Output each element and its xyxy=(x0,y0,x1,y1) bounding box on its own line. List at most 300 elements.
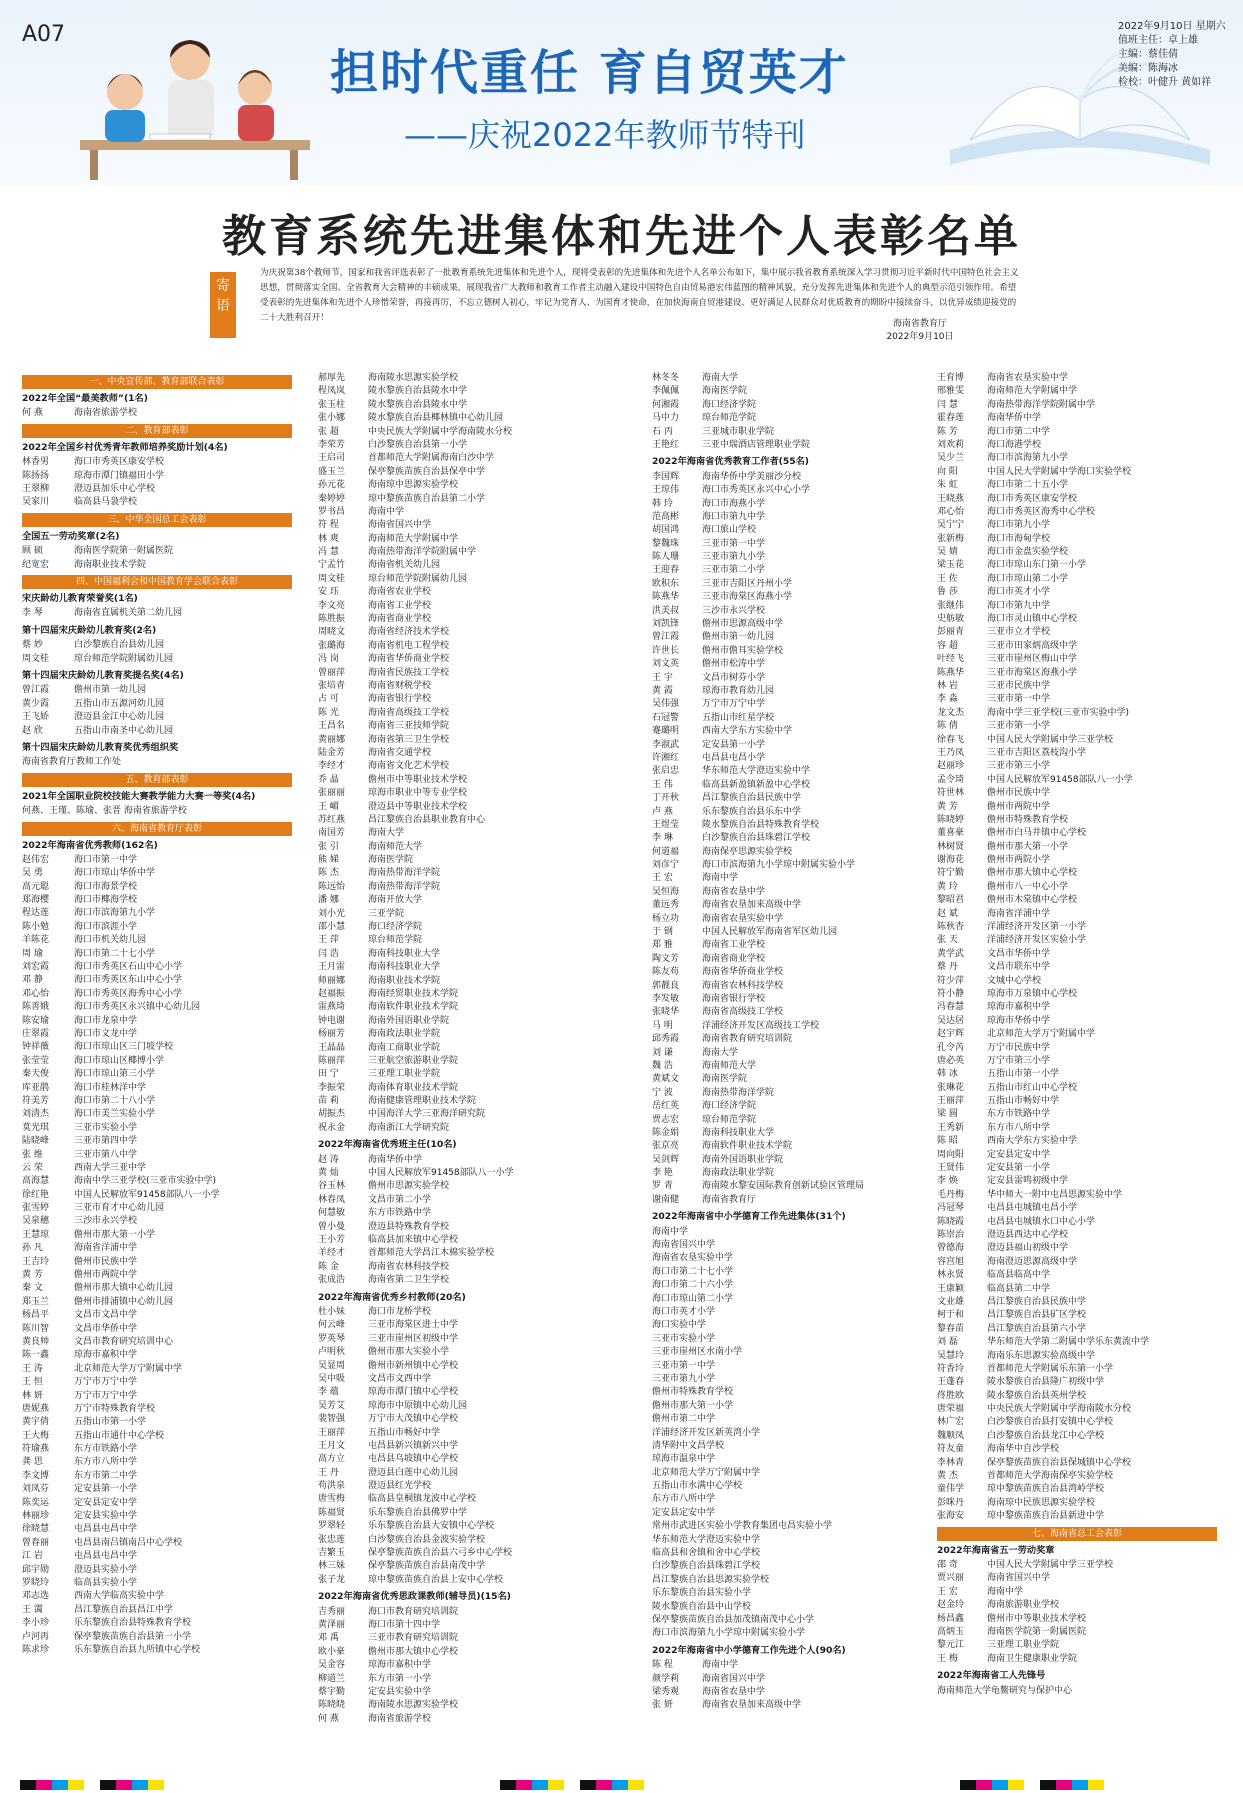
honoree-unit: 儋州市思源实验学校 xyxy=(368,1181,450,1192)
honoree-name: 张 维 xyxy=(22,1149,43,1160)
honoree-name: 鲁 莎 xyxy=(937,587,958,598)
honoree-name: 李小珍 xyxy=(22,1618,50,1629)
honoree-row xyxy=(318,1095,598,1108)
honoree-unit: 三亚市海棠区进士中学 xyxy=(368,1320,459,1331)
foreword-text: 为庆祝第38个教师节，国家和我省评选表彰了一批教育系统先进集体和先进个人，现将受表彰的先进集体和先进个人名单公布如下，集中展示我省教育系统深入学习贯彻习近平新时代中国特色社会主义思想，贯彻落实全国、全省教育大会精神的丰硕成果，展现我省广大教师和教育工作者主动融入建设中国特色自由贸易港宏伟蓝图的精神风貌，充分发挥先进集体和先进个人的典型示范引领作用。希望受表彰的先进集体和先进个人珍惜荣誉，再接再厉，不忘立德树人初心，牢记为党育人、为国育才使命，在加快海南自贸港建设、更好满足人民群众对优质教育的期盼中接续奋斗，以优异成绩迎接党的二十大胜利召开！ xyxy=(260,268,1019,323)
honoree-unit: 海南澄迈思源高级中学 xyxy=(987,1256,1078,1267)
honoree-unit: 海南省洋浦中学 xyxy=(987,908,1051,919)
honoree-name: 王丽萍 xyxy=(937,1096,965,1107)
honoree-name: 向 阳 xyxy=(937,466,958,477)
honoree-unit: 海南省华侨商业学校 xyxy=(702,967,784,978)
honoree-row xyxy=(652,538,932,551)
honoree-name: 吴泉穗 xyxy=(22,1216,50,1227)
honoree-unit: 海南省旅游学校 xyxy=(74,408,138,419)
honoree-row xyxy=(652,551,932,564)
honoree-row xyxy=(22,1229,292,1242)
honoree-name: 刘宏霞 xyxy=(22,962,50,973)
honoree-unit: 海南省农垦实验中学 xyxy=(702,913,784,924)
honoree-name: 彭丽青 xyxy=(937,627,965,638)
honoree-unit: 海南省经济技术学校 xyxy=(368,627,450,638)
honoree-unit: 海南浙江大学研究院 xyxy=(368,1122,450,1133)
honoree-unit: 海口市秀英区康安学校 xyxy=(987,493,1078,504)
honoree-unit: 三亚城市职业学院 xyxy=(702,426,775,437)
honoree-row xyxy=(22,1336,292,1349)
honoree-name: 罗 青 xyxy=(652,1181,673,1192)
honoree-unit: 海口市第二十八小学 xyxy=(74,1095,156,1106)
honoree-row xyxy=(318,1386,598,1399)
honoree-name: 张忠莲 xyxy=(318,1534,346,1545)
honoree-row xyxy=(318,546,598,559)
honoree-unit: 定安县实验中学 xyxy=(368,1686,432,1697)
honoree-row xyxy=(22,684,292,697)
honoree-row xyxy=(652,980,932,993)
honoree-row xyxy=(652,886,932,899)
honoree-unit: 东方市八所中学 xyxy=(987,1122,1051,1133)
honoree-name: 赵金玲 xyxy=(937,1600,965,1611)
honoree-row xyxy=(22,948,292,961)
honoree-unit: 三亚中瑞酒店管理职业学院 xyxy=(702,439,811,450)
color-swatch xyxy=(960,1780,976,1790)
honoree-name: 吴达居 xyxy=(937,1015,965,1026)
honoree-name: 赵 斌 xyxy=(937,908,958,919)
honoree-name: 陈秋杏 xyxy=(937,922,965,933)
honoree-row xyxy=(652,1180,932,1193)
honoree-name: 张 引 xyxy=(318,841,339,852)
honoree-name: 李佩佩 xyxy=(652,386,680,397)
honoree-row xyxy=(318,1028,598,1041)
honoree-name: 林冬冬 xyxy=(652,373,680,383)
honoree-unit: 海南医学院第一附属医院 xyxy=(74,546,174,557)
honoree-row xyxy=(318,493,598,506)
honoree-unit: 海南省教育厅 xyxy=(702,1194,757,1205)
honoree-name: 林 岩 xyxy=(937,680,958,691)
honoree-name: 曾江霞 xyxy=(22,685,50,696)
honoree-row xyxy=(652,859,932,872)
honoree-row xyxy=(652,1114,932,1127)
honoree-unit: 海口市海燕小学 xyxy=(702,498,766,509)
honoree-row xyxy=(318,626,598,639)
honoree-name: 宁 波 xyxy=(652,1087,673,1098)
honoree-row xyxy=(22,1550,292,1563)
honoree-name: 丁开秋 xyxy=(652,793,680,804)
list-item: 何燕、王瑾、陈瑜、张晋 海南省旅游学校 xyxy=(22,806,187,817)
honoree-row xyxy=(22,1510,292,1523)
honoree-row xyxy=(318,1507,598,1520)
honoree-name: 王启司 xyxy=(318,453,346,464)
honoree-name: 符少萍 xyxy=(937,975,965,986)
honoree-name: 陈远怡 xyxy=(318,881,346,892)
award-title: 2022年海南省优秀乡村教师(20名) xyxy=(318,1291,466,1303)
color-swatch xyxy=(36,1780,52,1790)
section-header: 四、中国福利会和中国教育学会联合表彰 xyxy=(22,575,292,589)
honoree-row xyxy=(937,573,1217,586)
honoree-row xyxy=(937,948,1217,961)
honoree-unit: 海南中学 xyxy=(368,506,405,517)
honoree-name: 梁 圆 xyxy=(937,1109,958,1120)
honoree-name: 陈善娥 xyxy=(22,1002,50,1013)
honoree-row xyxy=(937,760,1217,773)
honoree-name: 程凤岚 xyxy=(318,386,346,397)
honoree-name: 李振荣 xyxy=(318,1082,346,1093)
honoree-name: 李 琴 xyxy=(22,608,43,619)
honoree-name: 陈燕华 xyxy=(652,592,680,603)
honoree-name: 吴慧玲 xyxy=(937,1350,965,1361)
honoree-name: 李 焕 xyxy=(937,1176,958,1187)
honoree-row xyxy=(937,1202,1217,1215)
color-swatch xyxy=(20,1780,36,1790)
honoree-name: 许湘红 xyxy=(652,752,680,763)
honoree-unit: 东方市第二中学 xyxy=(74,1470,138,1481)
honoree-name: 陈求珍 xyxy=(22,1644,50,1655)
honoree-name: 王煜莹 xyxy=(652,819,680,830)
honoree-name: 黄良帅 xyxy=(22,1336,50,1347)
honoree-row xyxy=(937,1559,1217,1572)
honoree-unit: 海南医学院 xyxy=(368,855,414,866)
honoree-unit: 屯昌县南吕镇南吕中心学校 xyxy=(74,1537,183,1548)
honoree-unit: 临高县皇桐镇龙波中心学校 xyxy=(368,1494,477,1505)
honoree-name: 唐妮燕 xyxy=(22,1403,50,1414)
honoree-name: 陈人珊 xyxy=(652,552,680,563)
honoree-row xyxy=(318,479,598,492)
honoree-name: 孙元花 xyxy=(318,480,346,491)
list-item: 清华附中文昌学校 xyxy=(652,1440,725,1451)
color-swatch xyxy=(1088,1780,1104,1790)
honoree-row xyxy=(937,1653,1217,1666)
honoree-unit: 海南省国兴中学 xyxy=(702,1673,766,1684)
honoree-row xyxy=(318,841,598,854)
honoree-row xyxy=(937,385,1217,398)
honoree-name: 赵伟宏 xyxy=(22,854,50,865)
section-header: 七、海南省总工会表彰 xyxy=(937,1527,1217,1541)
honoree-name: 石 丙 xyxy=(652,426,673,437)
honoree-row xyxy=(652,524,932,537)
honoree-name: 许世长 xyxy=(652,645,680,656)
foreword-signer: 海南省教育厅 xyxy=(892,319,947,329)
color-swatch xyxy=(1072,1780,1088,1790)
honoree-unit: 临高县马袅学校 xyxy=(74,497,138,508)
honoree-row xyxy=(318,1207,598,1220)
honoree-row xyxy=(318,1713,598,1726)
honoree-name: 李林青 xyxy=(937,1457,965,1468)
honoree-name: 王 梅 xyxy=(937,1653,958,1664)
honoree-row xyxy=(318,1346,598,1359)
honoree-name: 邱宇勋 xyxy=(22,1564,50,1575)
honoree-unit: 定安县雷鸣初级中学 xyxy=(987,1176,1069,1187)
honoree-name: 安 珏 xyxy=(318,587,339,598)
honoree-name: 李淑武 xyxy=(652,739,680,750)
honoree-unit: 万宁市万宁中学 xyxy=(74,1390,138,1401)
list-item: 琼海市温泉中学 xyxy=(652,1454,716,1465)
list-item: 海南省国兴中学 xyxy=(652,1240,716,1251)
honoree-row xyxy=(22,496,292,509)
honoree-row xyxy=(937,988,1217,1001)
honoree-unit: 海南旅游职业学校 xyxy=(987,1600,1060,1611)
honoree-unit: 万宁市万宁中学 xyxy=(74,1377,138,1388)
honoree-row xyxy=(318,801,598,814)
honoree-unit: 琼台师范学院 xyxy=(368,935,423,946)
honoree-unit: 东方市铁路中学 xyxy=(987,1109,1051,1120)
print-color-bar-left xyxy=(20,1780,164,1793)
honoree-name: 颜学莉 xyxy=(652,1673,680,1684)
honoree-name: 王艳红 xyxy=(652,439,680,450)
honoree-unit: 三亚市第九小学 xyxy=(702,552,766,563)
honoree-row xyxy=(22,607,292,620)
honoree-unit: 海南省洋浦中学 xyxy=(74,1243,138,1254)
honoree-unit: 海南陵水黎安国际教育创新试验区管理局 xyxy=(702,1181,865,1192)
list-item: 昌江黎族自治县思源实验学校 xyxy=(652,1574,770,1585)
honoree-unit: 海南热带海洋学院 xyxy=(368,868,441,879)
honoree-unit: 万宁市第三小学 xyxy=(987,1055,1051,1066)
honoree-name: 陆晓峰 xyxy=(22,1136,50,1147)
honoree-name: 林广宏 xyxy=(937,1417,965,1428)
honoree-unit: 儋州市民族中学 xyxy=(987,788,1051,799)
honoree-row xyxy=(318,506,598,519)
honoree-row xyxy=(22,470,292,483)
honoree-row xyxy=(937,466,1217,479)
honoree-row xyxy=(652,1699,932,1712)
honoree-name: 赵丽珍 xyxy=(937,761,965,772)
honoree-unit: 三亚市海棠区海燕小学 xyxy=(702,592,793,603)
honoree-row xyxy=(22,1215,292,1228)
honoree-name: 张培青 xyxy=(318,680,346,691)
honoree-unit: 海口市第一中学 xyxy=(74,854,138,865)
honoree-name: 蹇璐明 xyxy=(652,726,680,737)
honoree-unit: 海口市滨海第九小学 xyxy=(74,908,156,919)
honoree-unit: 屯昌县屯城镇屯昌小学 xyxy=(987,1203,1078,1214)
honoree-name: 黄斌文 xyxy=(652,1074,680,1085)
honoree-row xyxy=(22,854,292,867)
honoree-name: 张莹莹 xyxy=(22,1055,50,1066)
honoree-unit: 海口市秀英区海秀中心小学 xyxy=(74,988,183,999)
honoree-unit: 三亚航空旅游职业学院 xyxy=(368,1055,459,1066)
honoree-row xyxy=(652,779,932,792)
honoree-name: 林 爽 xyxy=(318,533,339,544)
honoree-unit: 琼台师范学院附属幼儿园 xyxy=(74,653,174,664)
list-item: 东方市八所中学 xyxy=(652,1494,716,1505)
honoree-unit: 文昌市第二小学 xyxy=(368,1194,432,1205)
honoree-unit: 屯昌县屯昌小学 xyxy=(702,752,766,763)
honoree-row xyxy=(318,1108,598,1121)
honoree-row xyxy=(652,899,932,912)
honoree-unit: 五指山市第一小学 xyxy=(74,1417,147,1428)
honoree-name: 吴少兰 xyxy=(937,453,965,464)
honoree-unit: 海南热带海洋学院附属中学 xyxy=(368,547,477,558)
honoree-unit: 五指山市畅好中学 xyxy=(987,1096,1060,1107)
honoree-name: 赵宇辉 xyxy=(937,1029,965,1040)
honoree-name: 王月文 xyxy=(318,1440,346,1451)
honoree-row xyxy=(318,827,598,840)
honoree-row xyxy=(937,774,1217,787)
honoree-name: 史舫敏 xyxy=(937,614,965,625)
honoree-row xyxy=(937,1309,1217,1322)
honoree-row xyxy=(22,1363,292,1376)
honoree-unit: 中央民族大学附属中学海南陵水分校 xyxy=(987,1404,1132,1415)
honoree-name: 陈丽萍 xyxy=(318,1055,346,1066)
honoree-row xyxy=(937,1336,1217,1349)
banner-subtitle: ——庆祝2022年教师节特刊 xyxy=(404,116,806,154)
honoree-name: 陈 芳 xyxy=(937,426,958,437)
honoree-name: 黎昭君 xyxy=(937,895,965,906)
list-item: 儋州市特殊教育学校 xyxy=(652,1387,734,1398)
honoree-name: 杨丽芳 xyxy=(318,1029,346,1040)
honoree-row xyxy=(937,586,1217,599)
honoree-name: 胡振杰 xyxy=(318,1109,346,1120)
honoree-name: 秦婷婷 xyxy=(318,493,346,504)
honoree-name: 林春凤 xyxy=(318,1194,346,1205)
honoree-name: 彭咪丹 xyxy=(937,1497,965,1508)
list-item: 乐东黎族自治县实验小学 xyxy=(652,1588,752,1599)
honoree-name: 李文亮 xyxy=(318,600,346,611)
honoree-row xyxy=(652,739,932,752)
honoree-name: 蔡宇勤 xyxy=(318,1686,346,1697)
honoree-name: 王 宏 xyxy=(652,873,673,884)
honoree-name: 吉繁玉 xyxy=(318,1548,346,1559)
honoree-row xyxy=(937,827,1217,840)
honoree-row xyxy=(652,939,932,952)
honoree-name: 高海慧 xyxy=(22,1176,50,1187)
honoree-name: 罗书昌 xyxy=(318,506,346,517)
honoree-unit: 海口市第二十五小学 xyxy=(987,480,1069,491)
honoree-row xyxy=(937,1055,1217,1068)
honoree-row xyxy=(937,519,1217,532)
honoree-name: 纪宽宏 xyxy=(22,559,50,570)
honoree-row xyxy=(318,961,598,974)
honoree-name: 陈福贤 xyxy=(318,1507,346,1518)
honoree-name: 张子龙 xyxy=(318,1574,346,1585)
honoree-row xyxy=(937,707,1217,720)
honoree-name: 刘小光 xyxy=(318,908,346,919)
honoree-unit: 海南科技职业大学 xyxy=(702,1127,775,1138)
honoree-row xyxy=(937,693,1217,706)
honoree-row xyxy=(318,975,598,988)
honoree-row xyxy=(22,1430,292,1443)
honoree-row xyxy=(22,1403,292,1416)
honoree-unit: 屯昌县乌坡镇中心学校 xyxy=(368,1454,459,1465)
honoree-row xyxy=(937,801,1217,814)
honoree-name: 卢明秋 xyxy=(318,1347,346,1358)
honoree-name: 陈川智 xyxy=(22,1323,50,1334)
honoree-unit: 昌江黎族自治县职业教育中心 xyxy=(368,814,486,825)
page-headline: 教育系统先进集体和先进个人表彰名单 xyxy=(222,211,1021,262)
honoree-name: 谢南健 xyxy=(652,1194,680,1205)
honoree-name: 何道福 xyxy=(652,846,680,857)
honoree-row xyxy=(937,1189,1217,1202)
honoree-unit: 五指山市第一小学 xyxy=(987,1069,1060,1080)
honoree-name: 周向阳 xyxy=(937,1149,965,1160)
honoree-row xyxy=(22,974,292,987)
honoree-row xyxy=(318,613,598,626)
honoree-unit: 三亚市第二小学 xyxy=(702,565,766,576)
honoree-name: 徐晓慧 xyxy=(22,1524,50,1535)
honoree-unit: 五指山市红山中心学校 xyxy=(987,1082,1078,1093)
honoree-row xyxy=(937,640,1217,653)
honoree-name: 唐荣福 xyxy=(937,1404,965,1415)
honoree-name: 陈金娟 xyxy=(652,1127,680,1138)
color-swatch xyxy=(116,1780,132,1790)
honoree-name: 谷玉林 xyxy=(318,1181,346,1192)
honoree-unit: 白沙黎族自治县龙江中心学校 xyxy=(987,1430,1105,1441)
color-swatch xyxy=(100,1780,116,1790)
honoree-unit: 儋州市松涛中学 xyxy=(702,659,766,670)
honoree-row xyxy=(22,1095,292,1108)
honoree-unit: 海口市桂林洋中学 xyxy=(74,1082,147,1093)
foreword-date: 2022年9月10日 xyxy=(886,332,954,342)
list-item: 保亭黎族苗族自治县加茂镇南茂中心小学 xyxy=(652,1614,815,1625)
honoree-name: 秦 文 xyxy=(22,1283,43,1294)
honoree-unit: 海南省农林科技学校 xyxy=(702,980,784,991)
honoree-row xyxy=(937,372,1217,385)
honoree-name: 童伟学 xyxy=(937,1484,965,1495)
honoree-name: 马 明 xyxy=(652,1020,673,1031)
honoree-unit: 海南热带海洋学院 xyxy=(702,1087,775,1098)
honoree-row xyxy=(318,1042,598,1055)
honoree-unit: 海南开放大学 xyxy=(368,895,423,906)
honoree-unit: 琼海市教育幼儿园 xyxy=(702,686,775,696)
list-item: 洋浦经济开发区新英湾小学 xyxy=(652,1427,761,1438)
honoree-unit: 澄迈县加乐中心学校 xyxy=(74,483,156,494)
honoree-row xyxy=(937,747,1217,760)
award-title: 2022年全国乡村优秀青年教师培养奖励计划(4名) xyxy=(22,441,228,453)
honoree-unit: 屯昌县屯昌中学 xyxy=(74,1524,138,1535)
honoree-row xyxy=(937,881,1217,894)
honoree-unit: 文昌市树芬小学 xyxy=(702,672,766,683)
honoree-row xyxy=(22,1564,292,1577)
honoree-name: 何 燕 xyxy=(318,1713,339,1724)
honoree-name: 周文桂 xyxy=(22,653,50,664)
honoree-unit: 陵水黎族自治县陵水中学 xyxy=(368,399,468,410)
honoree-name: 董喜豪 xyxy=(937,828,965,839)
honoree-name: 刘 谦 xyxy=(652,1047,673,1058)
honoree-row xyxy=(937,1283,1217,1296)
honoree-name: 闫 慧 xyxy=(937,399,958,410)
honoree-unit: 海口市秀英区康安学校 xyxy=(74,457,165,468)
honoree-name: 王贤伟 xyxy=(937,1163,965,1174)
honoree-unit: 海南大学 xyxy=(702,373,739,383)
honoree-row xyxy=(937,1483,1217,1496)
honoree-unit: 保亭黎族苗族自治县南茂中学 xyxy=(368,1561,486,1572)
honoree-unit: 海口市美兰实验小学 xyxy=(74,1109,156,1120)
honoree-unit: 海口市秀英区海秀中心学校 xyxy=(987,506,1096,517)
honoree-unit: 海南师范大学 xyxy=(368,841,423,852)
honoree-name: 张丽丽 xyxy=(318,788,346,799)
honoree-unit: 三亚市田家炳高级中学 xyxy=(987,640,1078,651)
honoree-name: 赵 涛 xyxy=(318,1154,339,1165)
honoree-name: 陈 金 xyxy=(318,1261,339,1272)
honoree-name: 石冠警 xyxy=(652,712,680,723)
award-title: 2022年海南省优秀教育工作者(55名) xyxy=(652,456,810,468)
honoree-name: 师丽娜 xyxy=(318,975,346,986)
honoree-name: 江 岩 xyxy=(22,1551,43,1562)
honoree-unit: 陵水黎族自治县陵水中学 xyxy=(368,386,468,397)
list-item: 海口实验中学 xyxy=(652,1320,707,1331)
honoree-row xyxy=(318,1400,598,1413)
honoree-unit: 五指山市南圣中心幼儿园 xyxy=(74,725,174,736)
honoree-row xyxy=(22,1323,292,1336)
honoree-unit: 海南省文化艺术学校 xyxy=(368,761,450,772)
honoree-row xyxy=(22,1497,292,1510)
honoree-name: 李发敏 xyxy=(652,993,680,1004)
honoree-unit: 三亚市第四中学 xyxy=(74,1136,138,1147)
honoree-row xyxy=(652,1127,932,1140)
honoree-unit: 儋州市那大第一小学 xyxy=(987,841,1069,852)
list-item: 三亚市崖州区水南小学 xyxy=(652,1347,743,1358)
honoree-row xyxy=(22,711,292,724)
honoree-unit: 五指山市通什中心学校 xyxy=(74,1430,165,1441)
honoree-name: 张 超 xyxy=(318,426,339,437)
honoree-unit: 海口市琼山区椰博小学 xyxy=(74,1055,165,1066)
honoree-row xyxy=(318,1560,598,1573)
honoree-name: 徐春飞 xyxy=(937,734,965,745)
